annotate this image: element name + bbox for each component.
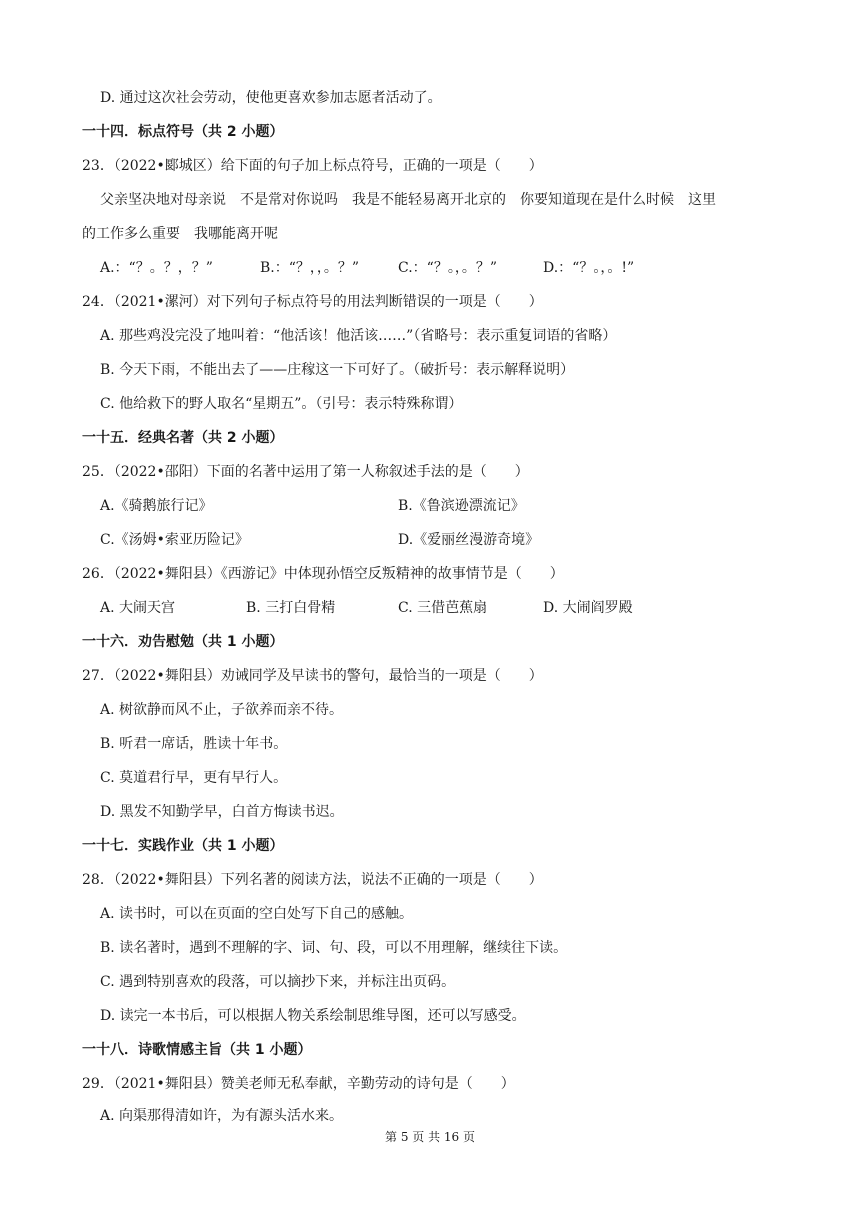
question-28-option-a: A. 读书时，可以在页面的空白处写下自己的感触。 — [100, 906, 414, 922]
question-27-option-b: B. 听君一席话，胜读十年书。 — [100, 736, 288, 752]
question-26-option-a: A. 大闹天宫 — [100, 600, 176, 616]
question-29-option-a: A. 向渠那得清如许，为有源头活水来。 — [100, 1108, 344, 1124]
section-heading-18: 一十八．诗歌情感主旨（共 1 小题） — [82, 1042, 312, 1058]
question-26-option-d: D. 大闹阎罗殿 — [543, 600, 633, 616]
section-heading-15: 一十五．经典名著（共 2 小题） — [82, 430, 284, 446]
question-27-option-a: A. 树欲静而风不止，子欲养而亲不待。 — [100, 702, 344, 718]
question-23-options — [100, 258, 800, 278]
question-23-option-b: B.：“？，，。？” — [260, 260, 360, 276]
question-26: 26．（2022•舞阳县）《西游记》中体现孙悟空反叛精神的故事情节是（ ） — [82, 566, 564, 582]
question-23: 23．（2022•郾城区）给下面的句子加上标点符号，正确的一项是（ ） — [82, 158, 543, 174]
question-27-option-c: C. 莫道君行早，更有早行人。 — [100, 770, 288, 786]
q22-option-d: D. 通过这次社会劳动，使他更喜欢参加志愿者活动了。 — [100, 90, 442, 106]
question-26-option-b: B. 三打白骨精 — [246, 600, 336, 616]
question-28-option-b: B. 读名著时，遇到不理解的字、词、句、段，可以不用理解，继续往下读。 — [100, 940, 568, 956]
question-25-option-b: B.《鲁滨逊漂流记》 — [398, 498, 525, 514]
question-25-option-a: A.《骑鹅旅行记》 — [100, 498, 213, 514]
question-23-option-d: D.：“？。，。!” — [543, 260, 635, 276]
question-26-options — [100, 598, 800, 618]
question-24-option-a: A. 那些鸡没完没了地叫着：“他活该！他活该……”（省略号：表示重复词语的省略） — [100, 328, 617, 344]
page-footer: 第 5 页 共 16 页 — [385, 1130, 475, 1144]
section-heading-16: 一十六．劝告慰勉（共 1 小题） — [82, 634, 284, 650]
question-23-sentence-line-1: 父亲坚决地对母亲说 不是常对你说吗 我是不能轻易离开北京的 你要知道现在是什么时候 这里 — [100, 192, 716, 208]
question-24-option-c: C. 他给救下的野人取名“星期五”。（引号：表示特殊称谓） — [100, 396, 463, 412]
question-28-option-c: C. 遇到特别喜欢的段落，可以摘抄下来，并标注出页码。 — [100, 974, 456, 990]
question-25-option-c: C.《汤姆•索亚历险记》 — [100, 532, 249, 548]
question-25-options-row-1 — [100, 496, 800, 516]
question-28: 28．（2022•舞阳县）下列名著的阅读方法，说法不正确的一项是（ ） — [82, 872, 543, 888]
section-heading-14: 一十四．标点符号（共 2 小题） — [82, 124, 284, 140]
question-28-option-d: D. 读完一本书后，可以根据人物关系绘制思维导图，还可以写感受。 — [100, 1008, 526, 1024]
question-25: 25．（2022•邵阳）下面的名著中运用了第一人称叙述手法的是（ ） — [82, 464, 529, 480]
question-23-option-c: C.：“？。，。？” — [398, 260, 497, 276]
question-24-option-b: B. 今天下雨，不能出去了——庄稼这一下可好了。（破折号：表示解释说明） — [100, 362, 575, 378]
question-27-option-d: D. 黑发不知勤学早，白首方悔读书迟。 — [100, 804, 344, 820]
question-25-options-row-2 — [100, 530, 800, 550]
question-25-option-d: D.《爱丽丝漫游奇境》 — [398, 532, 540, 548]
section-heading-17: 一十七．实践作业（共 1 小题） — [82, 838, 284, 854]
question-23-sentence-line-2: 的工作多么重要 我哪能离开呢 — [82, 226, 278, 242]
question-24: 24．（2021•漯河）对下列句子标点符号的用法判断错误的一项是（ ） — [82, 294, 543, 310]
question-23-option-a: A.：“？。？，？” — [100, 260, 213, 276]
question-27: 27．（2022•舞阳县）劝诫同学及早读书的警句，最恰当的一项是（ ） — [82, 668, 543, 684]
question-29: 29．（2021•舞阳县）赞美老师无私奉献，辛勤劳动的诗句是（ ） — [82, 1076, 515, 1092]
question-26-option-c: C. 三借芭蕉扇 — [398, 600, 488, 616]
